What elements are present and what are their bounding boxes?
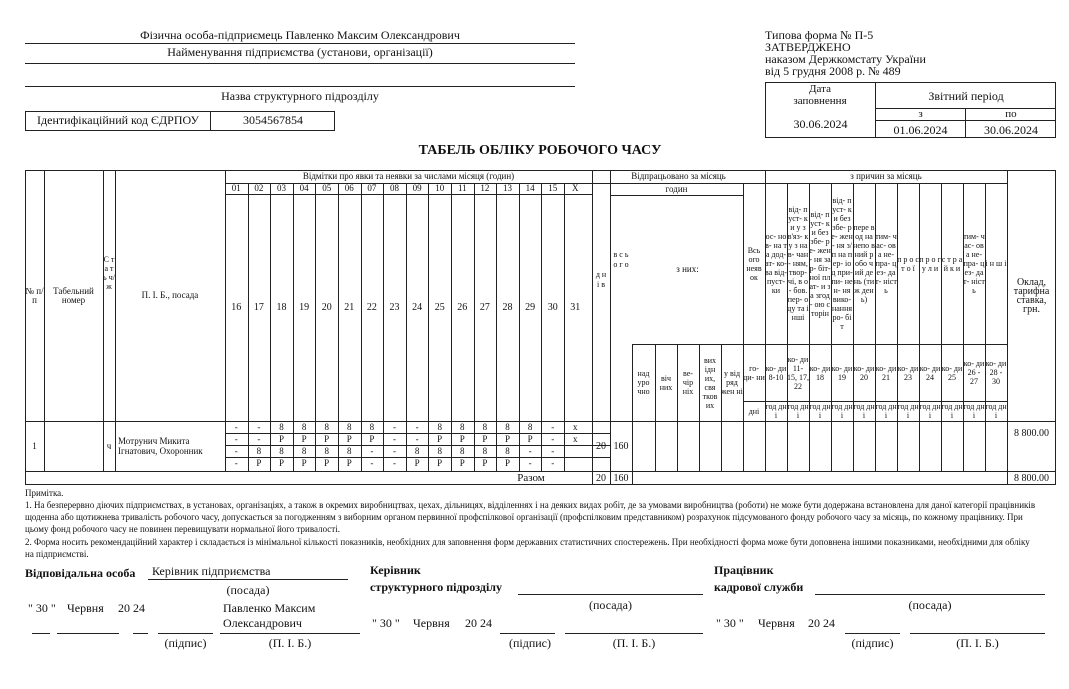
day-top: 12 — [480, 183, 490, 193]
absence-unit: год дні — [963, 402, 985, 420]
day-mark: Р — [278, 433, 284, 444]
hr-head-2: кадрової служби — [714, 580, 804, 594]
abs-days-code: дні — [748, 406, 760, 416]
day-top: 07 — [367, 183, 377, 193]
to-label: по — [1005, 108, 1017, 120]
day-bottom: 25 — [434, 302, 445, 313]
day-mark: 8 — [347, 421, 352, 432]
absence-col: с т р а й к и — [941, 254, 963, 273]
table-rule — [632, 471, 633, 485]
date-day-2: " 30 " — [372, 616, 400, 630]
day-mark: - — [392, 445, 396, 456]
sign-caption-2: (підпис) — [508, 636, 552, 650]
day-bottom: 24 — [412, 302, 423, 313]
row-name: Мотрунич Микита Ігнатович, Охоронник — [118, 436, 203, 456]
day-mark: - — [551, 445, 555, 456]
to-date: 30.06.2024 — [984, 123, 1038, 137]
day-mark: - — [551, 421, 555, 432]
total-label: Разом — [517, 471, 545, 484]
fill-date: 30.06.2024 — [793, 117, 848, 131]
day-mark: Р — [504, 457, 510, 468]
day-mark: 8 — [414, 445, 420, 456]
day-top: 13 — [502, 183, 512, 193]
day-bottom: 21 — [344, 302, 355, 313]
day-top: 15 — [548, 183, 558, 193]
day-mark: - — [392, 457, 396, 468]
day-mark: - — [234, 457, 238, 468]
day-mark: Р — [346, 457, 352, 468]
org-name: Фізична особа-підприємець Павленко Максим Олександрович — [140, 28, 460, 42]
day-mark: Р — [346, 433, 352, 444]
day-mark: 8 — [437, 445, 442, 456]
day-mark: - — [370, 457, 374, 468]
day-mark: Р — [324, 457, 330, 468]
day-top: 01 — [231, 183, 241, 193]
day-mark: Р — [437, 433, 443, 444]
date-year-2: 20 24 — [465, 616, 492, 630]
absence-code: ко- ди 20 — [853, 363, 875, 382]
absence-col: від- пуст- ки без збе- ре- жен- ня з/п на пер- іод при- пи- нен- ня вико- нання ро- біт — [831, 196, 853, 331]
all-absence: Всь ого неяв ок — [746, 245, 762, 282]
day-mark: Р — [301, 457, 307, 468]
unit-line — [25, 86, 575, 87]
absence-col: від- пуст- ки у зв'яз- ку з нав- чан- ням, твор- чі, в о- бов. пер- оду та інші — [787, 205, 809, 322]
form-type: Типова форма № П-5 — [765, 28, 874, 42]
col-name: П. І. Б., посада — [141, 290, 199, 300]
absence-col: від- пуст- ки без збе- ре- жен- ня зар- біт- ної плат- и за згод- ою сторін — [809, 209, 831, 318]
date-month-1: Червня — [67, 601, 104, 615]
evening: ве- чір ніх — [682, 369, 694, 396]
date-year-1: 20 24 — [118, 601, 145, 615]
fill-date-label: Дата заповнення — [793, 83, 847, 107]
row-salary: 8 800.00 — [1014, 427, 1049, 439]
absence-code: ко- ди 8-10 — [765, 363, 787, 382]
day-mark: 8 — [324, 421, 329, 432]
marks-header: Відмітки про явки та неявки за числами місяця (годин) — [302, 171, 515, 181]
resp-name-2: Олександрович — [223, 616, 302, 630]
col-tabnum: Табельний номер — [53, 285, 94, 305]
day-top: 02 — [254, 183, 264, 193]
unit-head-1: Керівник — [370, 563, 421, 577]
day-mark: - — [415, 433, 419, 444]
sign-caption-1: (підпис) — [164, 636, 207, 650]
day-mark: Р — [369, 433, 375, 444]
day-top: 14 — [525, 183, 535, 193]
day-mark: Р — [301, 433, 307, 444]
day-mark: Р — [278, 457, 284, 468]
day-bottom: 17 — [253, 302, 264, 313]
notes-title: Примітка. — [25, 488, 64, 498]
absence-col: пере вод на непо вний робо чий день (тиж день) — [853, 223, 875, 304]
period-label: Звітний період — [928, 89, 1004, 103]
absence-col: тим- час- ова не- пра- цез- дат- ність — [875, 232, 897, 295]
hours-header: годин — [665, 183, 688, 194]
day-bottom: 23 — [389, 302, 400, 313]
day-mark: 8 — [437, 421, 442, 432]
org-caption: Найменування підприємства (установи, організації) — [167, 45, 433, 59]
day-mark: - — [528, 445, 532, 456]
position-caption-1: (посада) — [226, 583, 270, 597]
day-mark: Р — [482, 457, 488, 468]
day-mark: 8 — [482, 445, 488, 456]
total-days: 20 — [596, 472, 606, 484]
sign-caption-3: (підпис) — [851, 636, 894, 650]
absence-code: ко- ди 26 - 27 — [963, 359, 985, 386]
unit-head-2: структурного підрозділу — [370, 580, 503, 594]
absence-unit: год дні — [853, 402, 875, 420]
night: віч них — [659, 373, 673, 392]
salary-header: Оклад, тарифна ставка, грн. — [1013, 276, 1050, 315]
day-top: 10 — [435, 183, 445, 193]
absence-code: ко- ди 23 — [897, 363, 919, 382]
absence-unit: год дні — [897, 402, 919, 420]
day-bottom: 27 — [479, 302, 490, 313]
day-mark: 8 — [369, 421, 375, 432]
total-hours: 160 — [613, 472, 629, 484]
approved-by: наказом Держкомстату України — [765, 52, 926, 66]
position-caption-3: (посада) — [908, 598, 952, 612]
absence-code: ко- ди 19 — [831, 363, 853, 382]
absence-unit: год дні — [787, 402, 809, 420]
unit-caption: Назва структурного підрозділу — [221, 89, 379, 103]
edrpou-value: 3054567854 — [243, 113, 303, 127]
day-bottom: 20 — [321, 302, 332, 313]
col-num: № п/п — [25, 285, 44, 305]
worked-header: Відпрацьовано за місяць — [631, 171, 726, 181]
of-them: з них: — [676, 264, 699, 274]
day-mark: - — [234, 445, 238, 456]
abs-hours-code: го- ди- ни — [743, 363, 765, 382]
day-mark: Р — [504, 433, 510, 444]
day-mark: Р — [482, 433, 488, 444]
day-bottom: 31 — [570, 302, 581, 313]
day-mark: Р — [437, 457, 443, 468]
name-caption-1: (П. І. Б.) — [268, 636, 312, 650]
day-mark: - — [370, 445, 374, 456]
hr-head-1: Працівник — [714, 563, 774, 577]
absence-code: ко- ди 25 — [941, 363, 963, 382]
day-mark: - — [234, 421, 238, 432]
absence-col: п р о с т о ї — [897, 254, 919, 273]
from-label: з — [918, 108, 923, 120]
day-mark: х — [573, 433, 578, 444]
absence-unit: год дні — [809, 402, 831, 420]
other-hours: у від ряд жен ні — [721, 369, 743, 396]
day-mark: х — [573, 421, 578, 432]
absence-col: п р о г у л и — [919, 254, 941, 273]
day-mark: - — [234, 433, 238, 444]
row-hours: 160 — [613, 440, 629, 452]
day-bottom: 28 — [502, 302, 513, 313]
day-mark: 8 — [256, 445, 262, 456]
org-name-line — [25, 43, 575, 44]
day-mark: Р — [414, 457, 420, 468]
resp-position: Керівник підприємства — [152, 564, 271, 578]
day-mark: Р — [256, 457, 262, 468]
weekend: вих ідн их, свя тков их — [702, 355, 718, 410]
day-mark: - — [528, 457, 532, 468]
position-caption-2: (посада) — [589, 598, 632, 612]
day-mark: Р — [459, 457, 465, 468]
day-mark — [564, 457, 587, 469]
day-mark: - — [392, 421, 396, 432]
day-mark: 8 — [527, 421, 533, 432]
day-mark: - — [551, 457, 555, 468]
absence-code: ко- ди 28 - 30 — [985, 359, 1007, 386]
name-caption-2: (П. І. Б.) — [612, 636, 656, 650]
day-top: 04 — [299, 183, 309, 193]
absence-col: і н ш і — [985, 259, 1007, 268]
date-month-3: Червня — [758, 616, 795, 630]
day-top: 03 — [276, 183, 286, 193]
table-rule — [610, 471, 611, 485]
absence-code: ко- ди 21 — [875, 363, 897, 382]
page-title: ТАБЕЛЬ ОБЛІКУ РОБОЧОГО ЧАСУ — [418, 143, 662, 158]
day-mark: 8 — [324, 445, 329, 456]
day-mark: 8 — [301, 445, 307, 456]
day-top: 11 — [457, 183, 467, 193]
day-mark: 8 — [482, 421, 488, 432]
absence-code: ко- ди 11- 15, 17, 22 — [787, 354, 809, 391]
date-day-3: " 30 " — [716, 616, 744, 630]
day-bottom: 22 — [366, 302, 377, 313]
date-day-1: " 30 " — [28, 601, 56, 615]
resp-name-1: Павленко Максим — [223, 601, 316, 615]
date-month-2: Червня — [413, 616, 450, 630]
day-bottom: 30 — [547, 302, 558, 313]
day-mark: - — [257, 433, 261, 444]
day-mark: 8 — [460, 421, 465, 432]
day-mark: 8 — [505, 445, 510, 456]
resp-label: Відповідальна особа — [25, 566, 136, 580]
day-mark: 8 — [505, 421, 510, 432]
day-mark: Р — [527, 433, 533, 444]
from-date: 01.06.2024 — [893, 123, 948, 137]
day-top: X — [572, 183, 579, 193]
absence-col: тим- час- ова не- пра- цез- дат- ність — [963, 232, 985, 295]
absence-unit: год дні — [875, 402, 897, 420]
day-mark: - — [551, 433, 555, 444]
day-mark: 8 — [347, 445, 352, 456]
edrpou-label: Ідентифікаційний код ЄДРПОУ — [37, 113, 199, 127]
absence-unit: год дні — [985, 402, 1007, 420]
all-col: в с ь о г о — [613, 250, 629, 269]
absence-code: ко- ди 24 — [919, 363, 941, 382]
day-mark: - — [415, 421, 419, 432]
day-top: 05 — [322, 183, 332, 193]
day-mark: 8 — [301, 421, 307, 432]
overtime: над уро чно — [637, 369, 650, 396]
date-year-3: 20 24 — [808, 616, 835, 630]
day-mark: 8 — [279, 445, 284, 456]
note-1: 1. На безперервно діючих підприємствах, в установах, організаціях, а також в окремих виробництвах, цехах, дільницях, відділеннях і на деяких видах робіт, де за умовами виробництва (роботи) не може бути додержана встановлена для даної категорії працівників щоденна або щотижнева тривалість робочого часу, допускається за погодженням з виборним органом первинної профспілкової організації (профспілковим представником) розрахунок підсумованого фонду робочого часу за місяць, по кожному працівнику. При цьому фонд робочого часу не повинен перевищувати нормальної його тривалості. — [25, 500, 1036, 534]
absence-col: ос- нов- на та дод- ат- ко- ва від- пуст- ки — [765, 232, 787, 295]
approved: ЗАТВЕРДЖЕНО — [765, 40, 851, 54]
day-bottom: 18 — [276, 302, 287, 313]
absence-header: з причин за місяць — [850, 171, 922, 181]
absence-unit: год дні — [941, 402, 963, 420]
day-bottom: 29 — [525, 302, 536, 313]
row-sex: ч — [106, 440, 112, 451]
row-num: 1 — [32, 440, 37, 451]
org-caption-line — [25, 63, 575, 64]
name-caption-3: (П. І. Б.) — [956, 636, 999, 650]
day-top: 08 — [389, 183, 399, 193]
day-mark: - — [257, 421, 261, 432]
absence-unit: год дні — [831, 402, 853, 420]
absence-code: ко- ди 18 — [809, 363, 831, 382]
day-top: 06 — [344, 183, 354, 193]
col-sex: С т а т ь ч/ж — [103, 255, 115, 291]
table-rule — [592, 471, 593, 485]
absence-unit: год дні — [919, 402, 941, 420]
table-rule — [1007, 471, 1008, 485]
total-salary: 8 800.00 — [1014, 472, 1049, 484]
day-mark: 8 — [460, 445, 465, 456]
day-mark: - — [392, 433, 396, 444]
day-mark: 8 — [279, 421, 284, 432]
day-bottom: 26 — [457, 302, 468, 313]
day-bottom: 16 — [231, 302, 242, 313]
day-top: 09 — [412, 183, 422, 193]
day-mark — [564, 445, 587, 457]
days-col: д н і в — [595, 270, 607, 289]
note-2: 2. Форма носить рекомендаційний характер і складається із мінімальної кількості показників, необхідних для заповнення форм державних статистичних спостережень. При необхідності форма може бути доповнена іншими показниками, необхідними для обліку на підприємстві. — [25, 537, 1030, 559]
row-days: 20 — [596, 440, 606, 452]
day-mark: Р — [324, 433, 330, 444]
day-bottom: 19 — [299, 302, 310, 313]
day-mark: Р — [459, 433, 465, 444]
absence-unit: год дні — [765, 402, 787, 420]
approved-date: від 5 грудня 2008 р. № 489 — [765, 64, 901, 78]
